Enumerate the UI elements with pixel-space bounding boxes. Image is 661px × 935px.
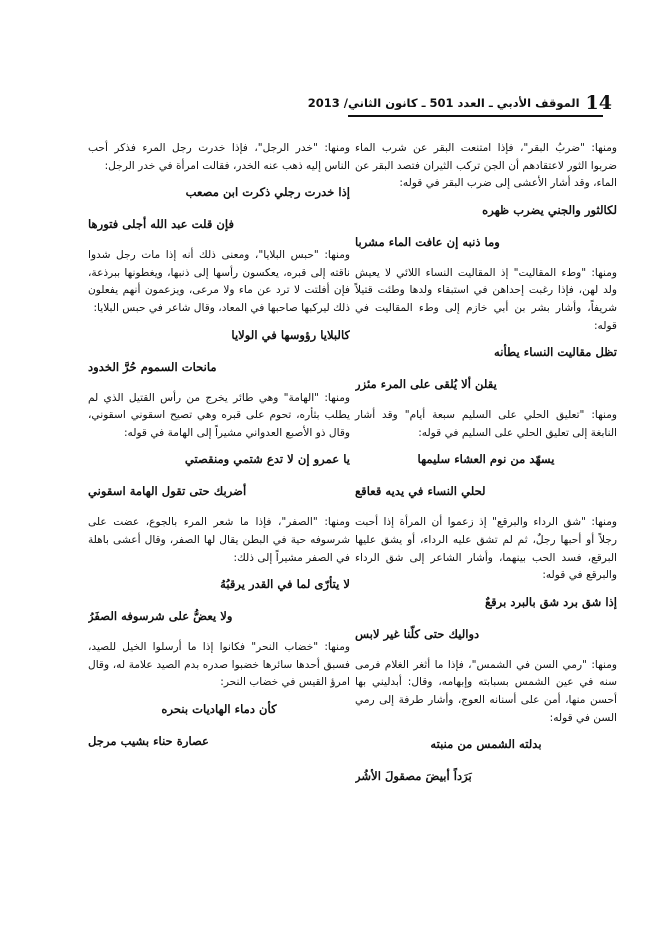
verse-hemistich: وما ذنبه إن عافت الماء مشربا <box>355 234 500 249</box>
verse-hemistich: لحلي النساء في يديه قعاقع <box>355 484 486 499</box>
left-column <box>88 140 350 764</box>
verse-hemistich: دواليك حتى كلّنا غير لابس <box>355 626 480 641</box>
header-rule <box>348 115 603 117</box>
paragraph: ومنها: "تعليق الحلي على السليم سبعة أيام" وقد أشار النابغة إلى تعليق الحلي على السليم في قوله: <box>355 409 617 439</box>
paragraph: ومنها: "الهامة" وهي طائر يخرج من رأس القتيل الذي لم يطلب بثأره، تحوم على قبره وهي تصيح اسقوني اسقوني، وقال ذو الأصبع العدواني مشيراً إلى الهامة في قوله: <box>88 391 350 439</box>
page-header <box>307 90 612 116</box>
verse-hemistich: لا يتأرّى لما في القدر يرقبُهُ <box>220 577 350 592</box>
paragraph: ومنها: "ضربُ البقر"، فإذا امتنعت البقر عن شرب الماء ضربوا الثور لاعتقادهم أن الجن تركب الثيران فتصد البقر عن الماء، وقد أشار الأعشى إلى ضرب البقر في قوله: <box>355 142 617 190</box>
verse-hemistich: بدلته الشمس من منبته <box>430 737 542 752</box>
paragraph: ومنها: "رمي السن في الشمس"، فإذا ما أثغر الغلام فرمى سنه في عين الشمس بسبابته وإبهامه، وقال: أبدليني بها أحسن منها، أمن على أسنانه العوج، وأشار طرفة إلى رمي السن في قوله: <box>355 658 617 724</box>
verse-hemistich: تظل مقاليت النساء يطأنه <box>494 345 617 360</box>
paragraph: ومنها: "شق الرداء والبرقع" إذ زعموا أن المرأة إذا أحبت رجلاً أو أحبها رجلٌ، ثم لم تشق عليه الرداء، أو يشق عليها البرقع، فسد الحب بينهما، وأشار الشاعر إلى شق الرداء والبرقع في قوله: <box>355 516 617 582</box>
verse-hemistich: كالبلايا رؤوسها في الولايا <box>231 327 350 342</box>
verse-hemistich: إذا شق برد شق بالبرد برقعٌ <box>484 594 617 609</box>
running-title: الموقف الأدبي ـ العدد 501 ـ كانون الثاني/ 2013 <box>307 96 580 110</box>
page-number: 14 <box>585 92 612 114</box>
verse-hemistich: يا عمرو إن لا تدع شتمي ومنقصتي <box>184 452 350 467</box>
verse-hemistich: فإن قلت عبد الله أجلى فتورها <box>88 217 235 232</box>
verse-hemistich: لكالثور والجني يضرب ظهره <box>482 202 617 217</box>
right-column <box>355 140 617 799</box>
paragraph: ومنها: "الصفر"، فإذا ما شعر المرء بالجوع، عضت على شرسوفه حية في البطن يقال لها الصفر، وقال أعشى باهلة في الصفر مشيراً إلى ذلك: <box>88 516 350 564</box>
verse-hemistich: كأن دماء الهاديات بنحره <box>161 701 277 716</box>
paragraph: ومنها: "حبس البلايا"، ومعنى ذلك أنه إذا مات رجل شدوا ناقته إلى قبره، يعكسون رأسها إلى ذنبها، ويغطونها ببرذعة، فإن أفلتت لا ترد عن ماء ولا مرعى، ويزعمون أنهم يفعلون ذلك ليركبها صاحبها في المعاد، وقال شاعر في حبس البلايا: <box>88 249 350 314</box>
verse-hemistich: يسهّد من نوم العشاء سليمها <box>417 452 555 467</box>
verse-hemistich: إذا خدرت رجلي ذكرت ابن مصعب <box>185 185 350 200</box>
paragraph: ومنها: "وطء المقاليت" إذ المقاليت النساء اللائي لا يعيش ولد لهن، فإذا رغبت إحداهن في استبقاء ولدها وطئت قتيلاً شريفاً، وأشار بشر بن أبي خازم إلى وطء المقاليت في قوله: <box>355 266 617 332</box>
verse-hemistich: عصارة حناء بشيب مرجل <box>88 733 209 748</box>
paragraph: ومنها: "خضاب النحر" فكانوا إذا ما أرسلوا الخيل للصيد، فسبق أحدها سائرها خضبوا صدره بدم الصيد علامة له، وقال امرؤ القيس في خضاب النحر: <box>88 641 350 689</box>
verse-hemistich: ولا يعضُّ على شرسوفه الصفَرُ <box>88 609 233 624</box>
verse-hemistich: أضربك حتى تقول الهامة اسقوني <box>88 484 247 499</box>
verse-hemistich: يقلن ألا يُلقى على المرء مئزر <box>355 377 497 392</box>
verse-hemistich: مانحات السموم حُرَّ الخدود <box>88 359 217 374</box>
paragraph: ومنها: "خدر الرجل"، فإذا خدرت رجل المرء فذكر أحب الناس إليه ذهب عنه الخدر، فقالت امرأة في خدر الرجل: <box>88 142 350 172</box>
verse-hemistich: بَرَداً أبيضَ مصقولَ الأشُر <box>355 769 472 784</box>
